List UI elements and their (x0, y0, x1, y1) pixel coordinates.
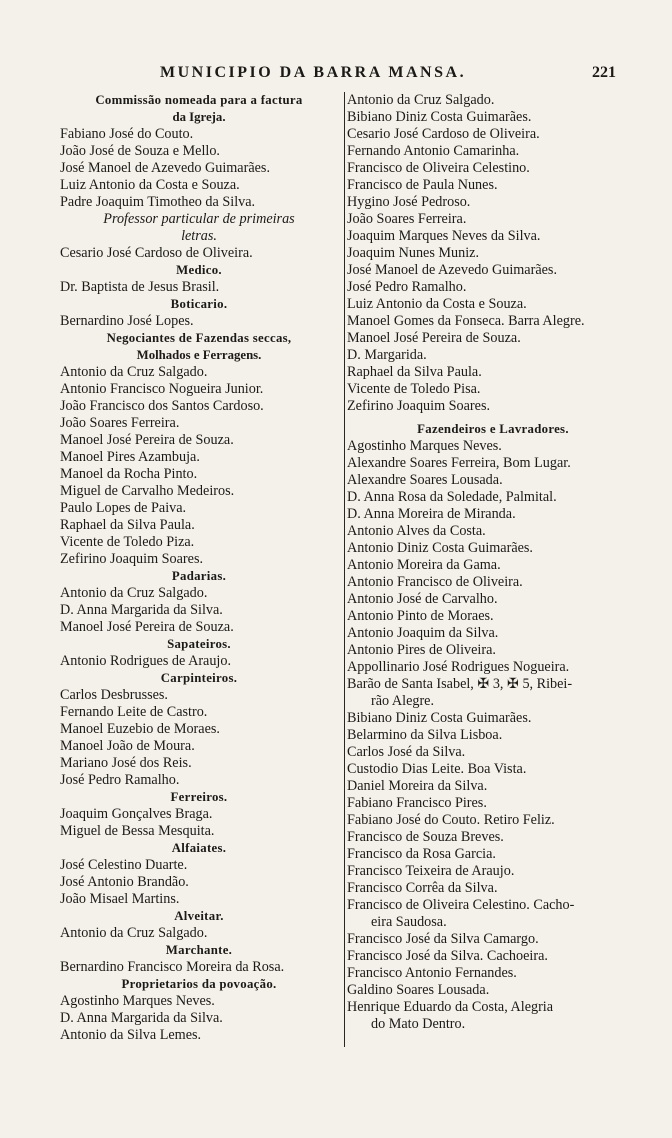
list-entry: Francisco de Paula Nunes. (347, 177, 498, 193)
list-entry: Manoel José Pereira de Souza. (60, 619, 234, 635)
list-entry-continuation: do Mato Dentro. (371, 1016, 466, 1032)
list-entry: Miguel de Bessa Mesquita. (60, 823, 215, 839)
list-entry: Bibiano Diniz Costa Guimarães. (347, 710, 532, 726)
list-entry: Manoel da Rocha Pinto. (60, 466, 198, 482)
list-entry: Fernando Antonio Camarinha. (347, 143, 520, 159)
list-entry: Luiz Antonio da Costa e Souza. (60, 177, 240, 193)
list-entry: D. Anna Moreira de Miranda. (347, 506, 516, 522)
list-entry: D. Anna Rosa da Soledade, Palmital. (347, 489, 557, 505)
list-entry: Fabiano Francisco Pires. (347, 795, 487, 811)
list-entry: Raphael da Silva Paula. (347, 364, 482, 380)
list-entry: Custodio Dias Leite. Boa Vista. (347, 761, 527, 777)
page-header (0, 64, 672, 88)
list-entry: Antonio Pinto de Moraes. (347, 608, 494, 624)
list-entry: Manoel José Pereira de Souza. (347, 330, 521, 346)
page-number: 221 (592, 64, 616, 81)
list-entry: Antonio Moreira da Gama. (347, 557, 501, 573)
list-entry: Francisco Antonio Fernandes. (347, 965, 517, 981)
list-entry-continuation: eira Saudosa. (371, 914, 447, 930)
section-heading: Commissão nomeada para a factura (95, 93, 303, 107)
list-entry: Joaquim Gonçalves Braga. (60, 806, 213, 822)
section-heading: Professor particular de primeiras (103, 211, 295, 227)
section-heading: Negociantes de Fazendas seccas, (106, 331, 292, 345)
list-entry: Francisco José da Silva Camargo. (347, 931, 539, 947)
list-entry: Bibiano Diniz Costa Guimarães. (347, 109, 532, 125)
list-entry: João Soares Ferreira. (60, 415, 180, 431)
list-entry: Miguel de Carvalho Medeiros. (60, 483, 235, 499)
list-entry: João José de Souza e Mello. (60, 143, 220, 159)
section-heading: Boticario. (170, 297, 228, 311)
list-entry: Antonio Francisco Nogueira Junior. (60, 381, 264, 397)
list-entry: João Misael Martins. (60, 891, 180, 907)
list-entry: Paulo Lopes de Paiva. (60, 500, 187, 516)
list-entry: Manoel José Pereira de Souza. (60, 432, 234, 448)
list-entry: Joaquim Marques Neves da Silva. (347, 228, 541, 244)
list-entry: José Manoel de Azevedo Guimarães. (347, 262, 557, 278)
list-entry: José Antonio Brandão. (60, 874, 189, 890)
list-entry: Fernando Leite de Castro. (60, 704, 208, 720)
list-entry: Francisco José da Silva. Cachoeira. (347, 948, 548, 964)
list-entry: Antonio da Cruz Salgado. (60, 364, 208, 380)
list-entry: Raphael da Silva Paula. (60, 517, 195, 533)
list-entry: Luiz Antonio da Costa e Souza. (347, 296, 527, 312)
list-entry: Manoel Euzebio de Moraes. (60, 721, 220, 737)
section-heading: Fazendeiros e Lavradores. (417, 422, 569, 436)
list-entry: José Pedro Ramalho. (60, 772, 180, 788)
list-entry: João Soares Ferreira. (347, 211, 467, 227)
list-entry: D. Anna Margarida da Silva. (60, 602, 223, 618)
section-heading: Proprietarios da povoação. (121, 977, 277, 991)
section-heading: Marchante. (165, 943, 233, 957)
list-entry: Manoel Pires Azambuja. (60, 449, 200, 465)
list-entry: Daniel Moreira da Silva. (347, 778, 488, 794)
list-entry: Agostinho Marques Neves. (60, 993, 215, 1009)
list-entry: José Pedro Ramalho. (347, 279, 467, 295)
list-entry: Zefirino Joaquim Soares. (347, 398, 491, 414)
list-entry: Hygino José Pedroso. (347, 194, 471, 210)
list-entry: Vicente de Toledo Piza. (60, 534, 195, 550)
list-entry: Francisco de Souza Breves. (347, 829, 504, 845)
page-title: MUNICIPIO DA BARRA MANSA. (160, 64, 467, 81)
list-entry: Manoel Gomes da Fonseca. Barra Alegre. (347, 313, 585, 329)
list-entry: Barão de Santa Isabel, ✠ 3, ✠ 5, Ribei- (347, 676, 573, 692)
list-entry: Vicente de Toledo Pisa. (347, 381, 481, 397)
list-entry: Antonio José de Carvalho. (347, 591, 498, 607)
list-entry: João Francisco dos Santos Cardoso. (60, 398, 264, 414)
right-column (344, 92, 639, 1047)
list-entry: Antonio da Cruz Salgado. (60, 925, 208, 941)
list-entry: Cesario José Cardoso de Oliveira. (60, 245, 253, 261)
list-entry: Fabiano José do Couto. (60, 126, 194, 142)
list-entry: D. Margarida. (347, 347, 427, 363)
list-entry-continuation: rão Alegre. (371, 693, 435, 709)
section-heading: Alveitar. (174, 909, 224, 923)
list-entry: José Manoel de Azevedo Guimarães. (60, 160, 270, 176)
section-heading: letras. (181, 228, 217, 244)
list-entry: Appollinario José Rodrigues Nogueira. (347, 659, 570, 675)
list-entry: Antonio Diniz Costa Guimarães. (347, 540, 533, 556)
list-entry: Francisco de Oliveira Celestino. Cacho- (347, 897, 575, 913)
list-entry: Alexandre Soares Lousada. (347, 472, 503, 488)
left-column (60, 92, 338, 1044)
list-entry: Fabiano José do Couto. Retiro Feliz. (347, 812, 555, 828)
list-entry: Padre Joaquim Timotheo da Silva. (60, 194, 256, 210)
list-entry: Antonio Alves da Costa. (347, 523, 486, 539)
section-heading: Medico. (176, 263, 222, 277)
list-entry: Bernardino Francisco Moreira da Rosa. (60, 959, 285, 975)
list-entry: Antonio da Silva Lemes. (60, 1027, 202, 1043)
section-heading: Ferreiros. (170, 790, 228, 804)
list-entry: Carlos Desbrusses. (60, 687, 168, 703)
list-entry: Agostinho Marques Neves. (347, 438, 502, 454)
list-entry: Francisco Teixeira de Araujo. (347, 863, 515, 879)
list-entry: Carlos José da Silva. (347, 744, 466, 760)
list-entry: Antonio Francisco de Oliveira. (347, 574, 523, 590)
list-entry: Francisco Corrêa da Silva. (347, 880, 498, 896)
list-entry: Antonio Joaquim da Silva. (347, 625, 499, 641)
list-entry: Francisco de Oliveira Celestino. (347, 160, 530, 176)
list-entry: José Celestino Duarte. (60, 857, 188, 873)
list-entry: Henrique Eduardo da Costa, Alegria (347, 999, 554, 1015)
section-heading: da Igreja. (172, 110, 226, 124)
list-entry: Mariano José dos Reis. (60, 755, 192, 771)
list-entry: Belarmino da Silva Lisboa. (347, 727, 503, 743)
list-entry: Zefirino Joaquim Soares. (60, 551, 204, 567)
list-entry: Cesario José Cardoso de Oliveira. (347, 126, 540, 142)
list-entry: D. Anna Margarida da Silva. (60, 1010, 223, 1026)
list-entry: Dr. Baptista de Jesus Brasil. (60, 279, 220, 295)
list-entry: Joaquim Nunes Muniz. (347, 245, 480, 261)
list-entry: Antonio da Cruz Salgado. (60, 585, 208, 601)
list-entry: Antonio da Cruz Salgado. (347, 92, 495, 108)
section-heading: Padarias. (171, 569, 227, 583)
section-heading: Alfaiates. (171, 841, 227, 855)
section-heading: Sapateiros. (167, 637, 231, 651)
list-entry: Bernardino José Lopes. (60, 313, 194, 329)
list-entry: Antonio Rodrigues de Araujo. (60, 653, 232, 669)
section-heading: Molhados e Ferragens. (136, 348, 262, 362)
list-entry: Francisco da Rosa Garcia. (347, 846, 496, 862)
section-heading: Carpinteiros. (160, 671, 238, 685)
list-entry: Antonio Pires de Oliveira. (347, 642, 496, 658)
list-entry: Galdino Soares Lousada. (347, 982, 490, 998)
list-entry: Manoel João de Moura. (60, 738, 195, 754)
list-entry: Alexandre Soares Ferreira, Bom Lugar. (347, 455, 571, 471)
